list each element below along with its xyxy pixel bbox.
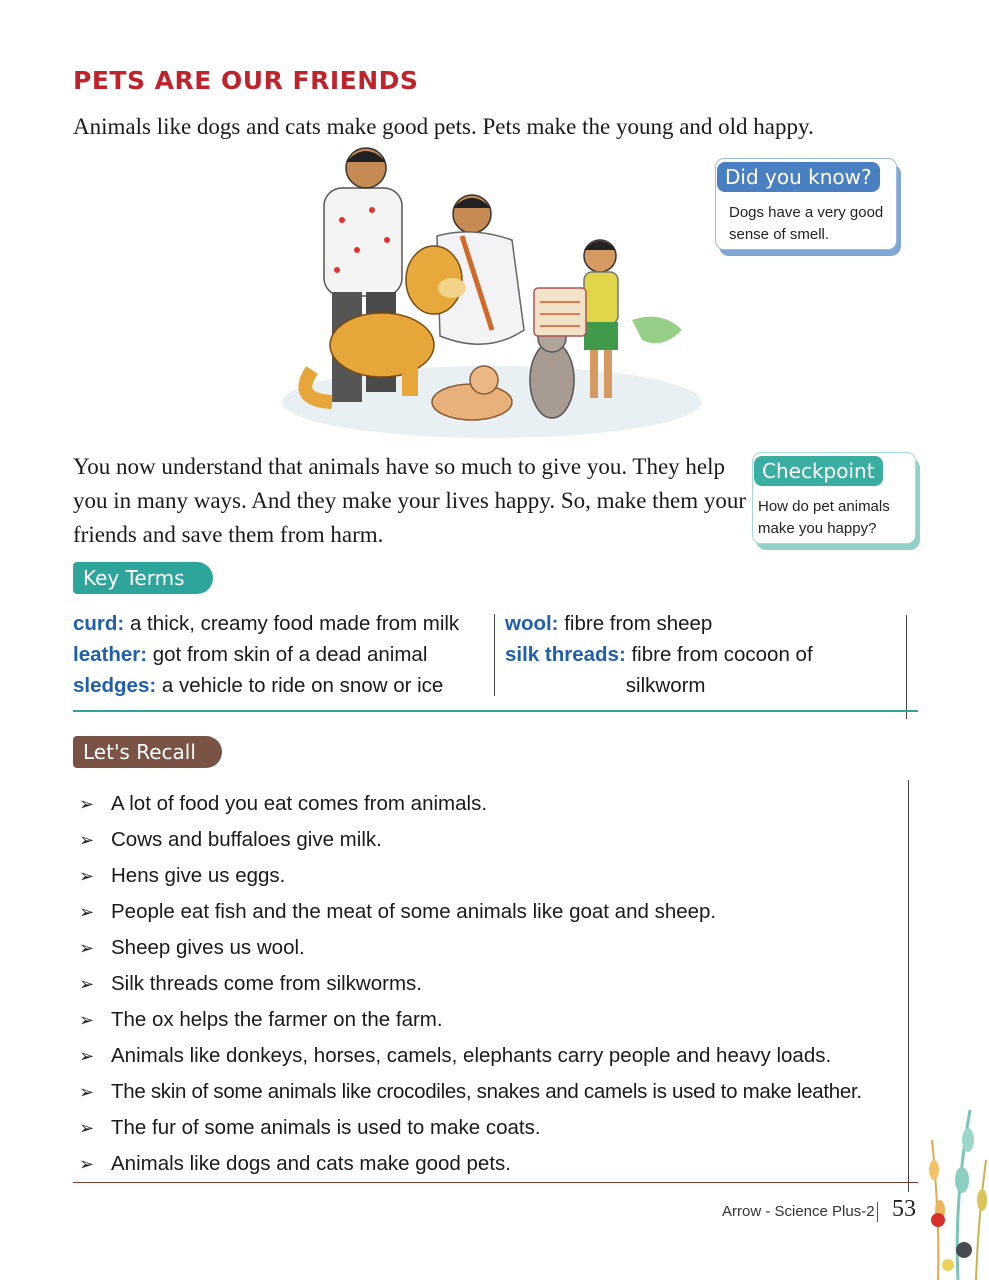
list-item [73,822,913,858]
lets-recall-list [73,786,913,1182]
family-with-pets-illustration [262,140,722,445]
page-number: 53 [892,1196,916,1222]
key-term: leather: [73,643,148,666]
list-item-text: A lot of food you eat comes from animals. [111,792,488,815]
arrowhead-bullet-icon: ➢ [79,974,95,994]
footer-divider [877,1202,878,1222]
arrowhead-bullet-icon: ➢ [79,938,95,958]
key-term-row [505,608,905,639]
book-title: Arrow - Science Plus-2 [722,1203,875,1220]
list-item-text: People eat fish and the meat of some animals like goat and sheep. [111,900,717,923]
checkpoint-text: How do pet animals make you happy? [758,498,890,537]
lets-recall-bottom-rule [73,1182,918,1183]
list-item [73,1074,913,1110]
key-term: wool: [505,612,559,635]
lets-recall-title: Let's Recall [73,736,222,768]
arrowhead-bullet-icon: ➢ [79,1082,94,1102]
list-item-text: The skin of some animals like crocodiles, snakes and camels is used to make leather. [111,1080,862,1103]
checkpoint-box [752,452,922,552]
arrowhead-bullet-icon: ➢ [79,902,95,922]
key-term: silk threads: [505,643,626,666]
key-term-row [73,639,493,670]
list-item-text: The ox helps the farmer on the farm. [111,1008,443,1031]
key-terms-divider [494,614,495,696]
intro-text: Animals like dogs and cats make good pets. Pets make the young and old happy. [73,114,814,139]
key-term-definition: fibre from sheep [558,612,713,635]
did-you-know-text: Dogs have a very good sense of smell. [729,204,884,243]
key-term: sledges: [73,674,157,697]
list-item-text: Animals like dogs and cats make good pets. [111,1152,511,1175]
key-terms-right-rule [906,615,907,719]
key-terms-bottom-rule [73,710,918,712]
checkpoint-title: Checkpoint [754,456,883,486]
key-term-row [73,670,493,701]
summary-paragraph: You now understand that animals have so much to give you. They help you in many ways. And they make your lives happy. So, make them your friends and save them from harm. [73,454,747,547]
list-item [73,858,913,894]
arrowhead-bullet-icon: ➢ [79,1046,95,1066]
list-item [73,1038,913,1074]
key-terms-left-column [73,608,493,701]
arrowhead-bullet-icon: ➢ [79,1154,95,1174]
list-item [73,966,913,1002]
list-item [73,1002,913,1038]
arrowhead-bullet-icon: ➢ [79,1118,95,1138]
list-item [73,1146,913,1182]
key-term-definition: got from skin of a dead animal [147,643,428,666]
list-item-text: Animals like donkeys, horses, camels, elephants carry people and heavy loads. [111,1044,832,1067]
key-term-row [505,639,905,701]
arrowhead-bullet-icon: ➢ [79,866,95,886]
decorative-plant-icon [918,1100,989,1280]
lets-recall-right-rule [908,780,909,1192]
arrowhead-bullet-icon: ➢ [79,830,95,850]
arrowhead-bullet-icon: ➢ [79,794,95,814]
arrowhead-bullet-icon: ➢ [79,1010,95,1030]
list-item [73,1110,913,1146]
key-term: curd: [73,612,125,635]
key-terms-right-column [505,608,905,701]
list-item-text: Silk threads come from silkworms. [111,972,422,995]
key-terms-title: Key Terms [73,562,213,594]
list-item-text: Sheep gives us wool. [111,936,305,959]
list-item-text: The fur of some animals is used to make coats. [111,1116,541,1139]
key-term-definition: fibre from cocoon of silkworm [625,643,819,697]
list-item [73,930,913,966]
list-item [73,786,913,822]
did-you-know-box [715,158,901,258]
list-item-text: Hens give us eggs. [111,864,286,887]
page-heading: PETS ARE OUR FRIENDS [73,66,419,95]
list-item-text: Cows and buffaloes give milk. [111,828,382,851]
key-term-row [73,608,493,639]
key-term-definition: a thick, creamy food made from milk [124,612,460,635]
key-term-definition: a vehicle to ride on snow or ice [156,674,444,697]
list-item [73,894,913,930]
did-you-know-title: Did you know? [717,162,880,192]
